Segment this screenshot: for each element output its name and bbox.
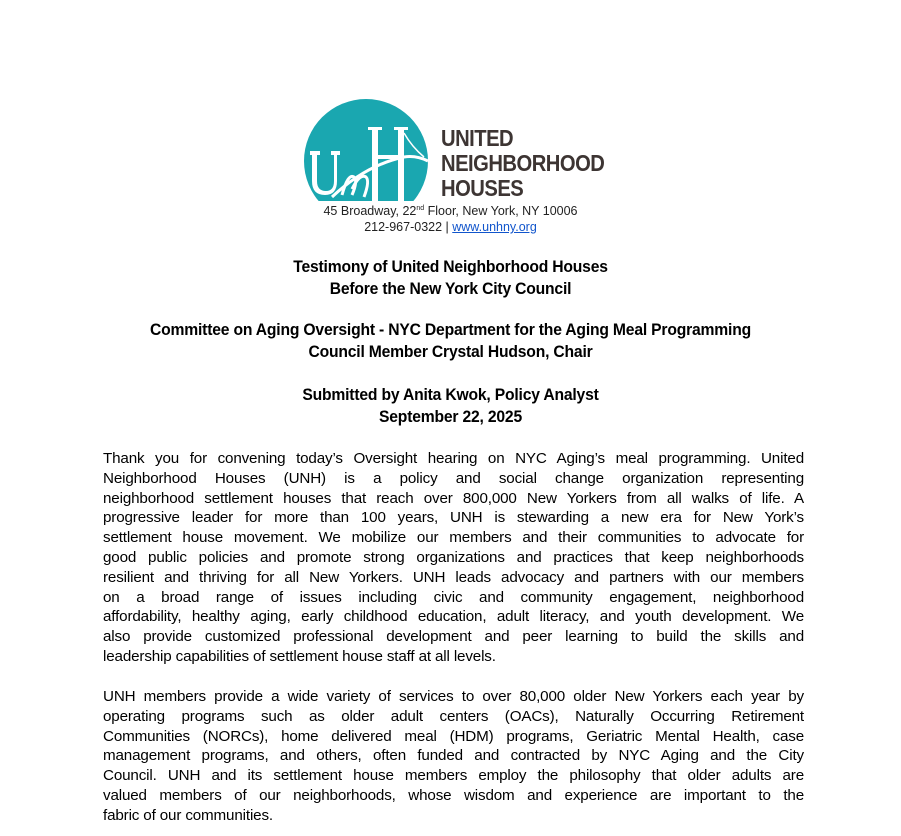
street-address: 45 Broadway, 22nd Floor, New York, NY 10006 bbox=[323, 204, 578, 218]
unh-wordmark bbox=[441, 126, 604, 201]
phone-number: 212-967-0322 | bbox=[364, 220, 453, 234]
website-link[interactable]: www.unhny.org bbox=[452, 220, 537, 234]
unh-logo bbox=[304, 99, 606, 201]
unh-logo-mark-icon bbox=[304, 99, 428, 201]
phone-website bbox=[0, 219, 901, 235]
testimony-title: Testimony of United Neighborhood Houses Before the New York City Council bbox=[293, 258, 608, 298]
intro-paragraph: Thank you for convening today’s Oversight hearing on NYC Aging’s meal programming. United Neighborhood Houses (UNH) is a policy and social change organization representing neighborhood settlement houses that reach over 800,000 New Yorkers from all walks of life. A progressive leader for more than 100 years, UNH is stewarding a new era for New York’s settlement house movement. We mobilize our members and their communities to advocate for good public policies and promote strong organizations and practices that keep neighborhoods resilient and thriving for all New Yorkers. UNH leads advocacy and partners with our members on a broad range of issues including civic and community engagement, neighborhood affordability, healthy aging, early childhood education, adult literacy, and youth development. We also provide customized professional development and peer learning to build the skills and leadership capabilities of settlement house staff at all levels. bbox=[103, 450, 804, 665]
committee-heading: Committee on Aging Oversight - NYC Department for the Aging Meal Programming Council Member Crystal Hudson, Chair bbox=[149, 321, 751, 361]
submission-info bbox=[0, 385, 901, 428]
services-paragraph: UNH members provide a wide variety of services to over 80,000 older New Yorkers each year by operating programs such as older adult centers (OACs), Naturally Occurring Retirement Communities (NORCs), home delivered meal (HDM) programs, Geriatric Mental Health, case management programs, and others, often funded and contracted by NYC Aging and the City Council. UNH and its settlement house members employ the philosophy that older adults are valued members of our neighborhoods, whose wisdom and experience are important to the fabric of our communities. bbox=[103, 688, 804, 824]
hearing-date: September 22, 2025 bbox=[379, 407, 522, 426]
wordmark-line: HOUSES bbox=[441, 175, 524, 201]
wordmark-line: NEIGHBORHOOD bbox=[441, 150, 605, 176]
contact-block bbox=[0, 203, 901, 235]
wordmark-line: UNITED bbox=[441, 125, 514, 151]
submitted-by: Submitted by Anita Kwok, Policy Analyst bbox=[302, 386, 599, 404]
